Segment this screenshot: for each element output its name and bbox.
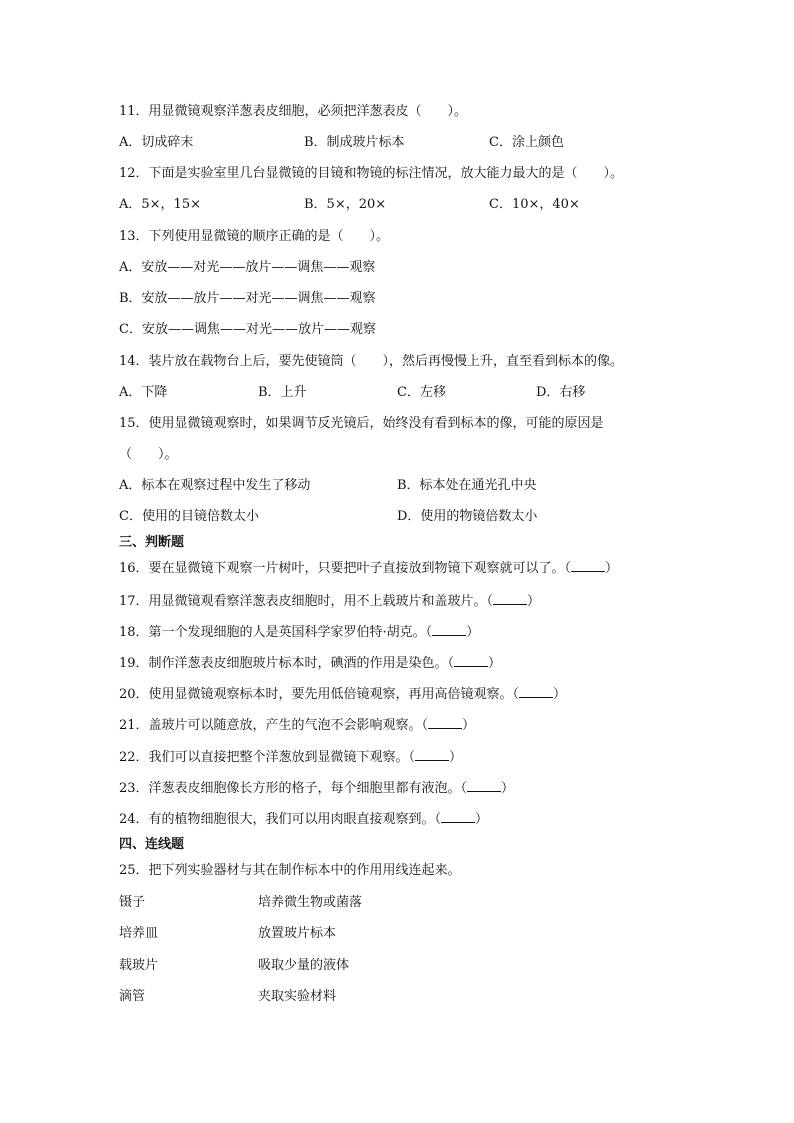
answer-blank[interactable]: [493, 592, 527, 605]
q11-option-b: B．制成玻片标本: [304, 135, 405, 150]
match-right-item[interactable]: 吸取少量的液体: [258, 958, 350, 973]
judge-item: 16．要在显微镜下观察一片树叶，只要把叶子直接放到物镜下观察就可以了。（ ）: [119, 561, 619, 576]
answer-blank[interactable]: [519, 685, 553, 698]
q13-option-b: B．安放——放片——对光——调焦——观察: [119, 291, 376, 306]
judge-item: 22．我们可以直接把整个洋葱放到显微镜下观察。（ ）: [119, 750, 463, 765]
q15-stem: 15．使用显微镜观察时，如果调节反光镜后，始终没有看到标本的像，可能的原因是: [119, 416, 604, 431]
judge-item: 20．使用显微镜观察标本时，要先用低倍镜观察，再用高倍镜观察。（ ）: [119, 687, 567, 702]
q15-option-b: B．标本处在通光孔中央: [397, 478, 537, 493]
q11-stem: 11．用显微镜观察洋葱表皮细胞，必须把洋葱表皮（ ）。: [119, 104, 468, 119]
judge-item: 17．用显微镜观看察洋葱表皮细胞时，用不上载玻片和盖玻片。（ ）: [119, 594, 541, 609]
q25-stem: 25．把下列实验器材与其在制作标本中的作用用线连起来。: [119, 863, 461, 878]
q15-stem-continued: （ ）。: [119, 447, 178, 462]
answer-blank[interactable]: [415, 748, 449, 761]
q12-option-b: B．5×，20×: [304, 197, 387, 212]
judge-item: 18．第一个发现细胞的人是英国科学家罗伯特·胡克。（ ）: [119, 625, 480, 640]
match-right-item[interactable]: 夹取实验材料: [258, 989, 337, 1004]
answer-blank[interactable]: [441, 810, 475, 823]
q13-stem: 13．下列使用显微镜的顺序正确的是（ ）。: [119, 229, 390, 244]
section-judge-heading: 三、判断题: [119, 535, 185, 550]
q14-option-d: D．右移: [536, 385, 586, 400]
answer-blank[interactable]: [454, 654, 488, 667]
answer-blank[interactable]: [571, 559, 605, 572]
q12-stem: 12．下面是实验室里几台显微镜的目镜和物镜的标注情况，放大能力最大的是（ ）。: [119, 166, 624, 181]
match-left-item[interactable]: 镊子: [119, 895, 146, 910]
q12-option-a: A．5×，15×: [119, 197, 201, 212]
section-match-heading: 四、连线题: [119, 837, 185, 852]
q14-option-a: A．下降: [119, 385, 168, 400]
q15-option-a: A．标本在观察过程中发生了移动: [119, 478, 311, 493]
answer-blank[interactable]: [467, 779, 501, 792]
match-right-item[interactable]: 放置玻片标本: [258, 926, 337, 941]
q11-option-a: A．切成碎末: [119, 135, 194, 150]
q13-option-c: C．安放——调焦——对光——放片——观察: [119, 322, 376, 337]
match-right-item[interactable]: 培养微生物或菌落: [258, 895, 363, 910]
q12-option-c: C．10×，40×: [489, 197, 580, 212]
q14-option-b: B．上升: [258, 385, 307, 400]
answer-blank[interactable]: [432, 623, 466, 636]
q13-option-a: A．安放——对光——放片——调焦——观察: [119, 260, 376, 275]
match-left-item[interactable]: 载玻片: [119, 958, 159, 973]
q14-stem: 14．装片放在载物台上后，要先使镜筒（ ），然后再慢慢上升，直至看到标本的像。: [119, 354, 624, 369]
judge-item: 19．制作洋葱表皮细胞玻片标本时，碘酒的作用是染色。（ ）: [119, 656, 502, 671]
q15-option-d: D．使用的物镜倍数太小: [397, 509, 538, 524]
match-left-item[interactable]: 培养皿: [119, 926, 159, 941]
judge-item: 23．洋葱表皮细胞像长方形的格子，每个细胞里都有液泡。（ ）: [119, 781, 515, 796]
judge-item: 24．有的植物细胞很大，我们可以用肉眼直接观察到。（ ）: [119, 812, 489, 827]
q15-option-c: C．使用的目镜倍数太小: [119, 509, 259, 524]
judge-item: 21．盖玻片可以随意放，产生的气泡不会影响观察。（ ）: [119, 718, 476, 733]
q11-option-c: C．涂上颜色: [489, 135, 564, 150]
q14-option-c: C．左移: [397, 385, 446, 400]
match-left-item[interactable]: 滴管: [119, 989, 146, 1004]
answer-blank[interactable]: [428, 716, 462, 729]
